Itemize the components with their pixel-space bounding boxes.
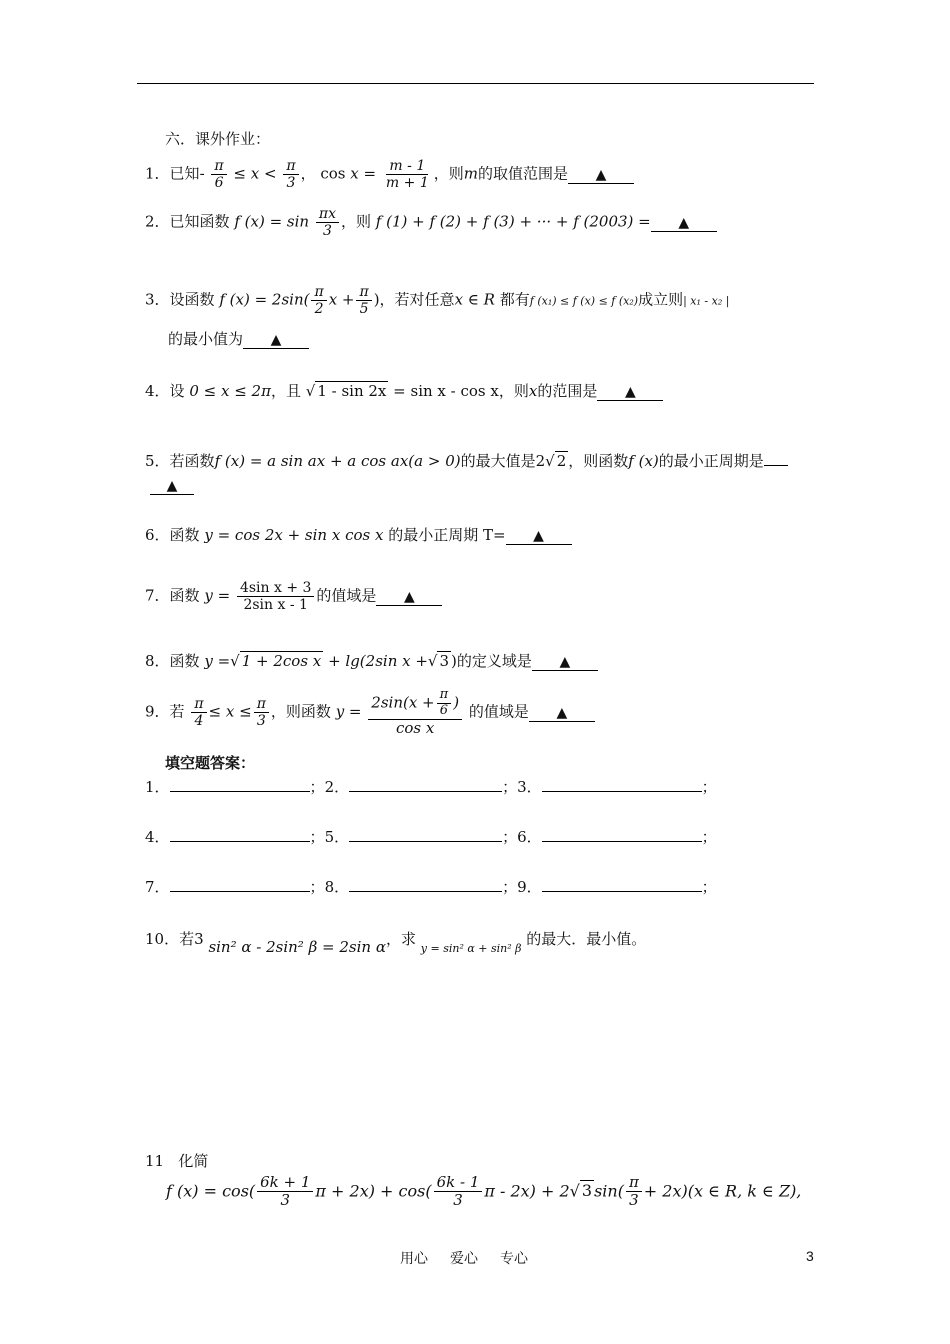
answer-blank[interactable]: ▲ <box>651 215 717 232</box>
fraction: $\frac{\pi}{2}$ <box>311 284 326 317</box>
fraction: $\frac{\pi}{4}$ <box>191 696 206 729</box>
question-5-line2 <box>150 476 194 495</box>
question-7: 7．函数 y = $\frac{\text{4sin x + 3}}{\text{2sin x - 1}}$ 的值域是 ▲ <box>145 580 442 613</box>
answer-blank[interactable]: ▲ <box>506 528 572 545</box>
fraction: $\frac{\pi}{3}$ <box>626 1174 642 1210</box>
answer-line-6[interactable] <box>542 827 702 842</box>
fraction: $\frac{\pi}{3}$ <box>283 158 298 191</box>
question-4: 4．设 0 ≤ x ≤ 2π，且 √ 1 - sin 2x = sin x - cos x，则x的范围是 ▲ <box>145 380 663 401</box>
header-rule <box>137 83 814 84</box>
answer-line-4[interactable] <box>170 827 310 842</box>
answer-blank-start[interactable] <box>764 451 788 466</box>
fraction: $\frac{m - 1}{m + 1}$ <box>385 158 429 192</box>
question-1: 1．已知- $\frac{\pi}{6}$ ≤ x < $\frac{\pi}{3}$ ， cos x = $\frac{m - 1}{m + 1}$ ，则m的取值范围是 ▲ <box>145 158 634 191</box>
question-5: 5．若函数f (x) = a sin ax + a cos ax(a > 0)的最大值是2√ 2 ，则函数f (x)的最小正周期是 <box>145 450 788 471</box>
answer-row-2: 4． ；5． ；6． ； <box>145 828 717 846</box>
answer-line-2[interactable] <box>349 777 502 792</box>
answer-blank[interactable]: ▲ <box>597 384 663 401</box>
fraction: $\frac{\text{4sin x + 3}}{\text{2sin x - 1}}$ <box>237 580 314 613</box>
answer-blank[interactable]: ▲ <box>529 705 595 722</box>
answer-line-3[interactable] <box>542 777 702 792</box>
question-11-formula: f (x) = cos( $\frac{6k + 1}{3}$ π + 2x) + cos( $\frac{6k - 1}{3}$ π - 2x) + 2√ 3 sin( $\frac{\pi}{3}$ + 2x)(x ∈ R, k ∈ Z), <box>166 1173 802 1210</box>
answer-blank[interactable]: ▲ <box>243 332 309 349</box>
answer-blank[interactable]: ▲ <box>150 478 194 495</box>
question-2: 2．已知函数 f (x) = sin $\frac{\pi x}{3}$ ，则 f (1) + f (2) + f (3) + ··· + f (2003) = ▲ <box>145 206 717 239</box>
question-3: 3．设函数 f (x) = 2sin( $\frac{\pi}{2}$ x + $\frac{\pi}{5}$ )，若对任意x ∈ R 都有f (x₁) ≤ f (x) ≤ f (x₂)成立则| x₁ - x₂ | <box>145 284 730 318</box>
page-number: 3 <box>806 1248 814 1264</box>
question-3-line2: 的最小值为 ▲ <box>168 328 309 349</box>
answer-blank[interactable]: ▲ <box>568 167 634 184</box>
section-title: 六．课外作业： <box>165 130 271 148</box>
question-9: 9．若 $\frac{\pi}{4}$ ≤ x ≤ $\frac{\pi}{3}$ ，则函数 y = 2sin(x + $\frac{\pi}{6}$ ) cos x 的值域是 ▲ <box>145 688 595 737</box>
fraction: $\frac{6k + 1}{3}$ <box>257 1174 313 1210</box>
footer: 用心 爱心 专心 <box>400 1251 528 1267</box>
answer-line-1[interactable] <box>170 777 310 792</box>
question-10: 10．若3 sin² α - 2sin² β = 2sin α，求 $_{y = sin^2 \alpha + sin^2 \beta}$ 的最大．最小值。 <box>145 930 647 956</box>
question-11-title: 11 化简 <box>145 1152 209 1170</box>
fraction: 2sin(x + $\frac{\pi}{6}$ ) cos x <box>368 688 462 737</box>
fraction: $\frac{6k - 1}{3}$ <box>434 1174 483 1210</box>
answer-line-7[interactable] <box>170 877 310 892</box>
question-6: 6．函数 y = cos 2x + sin x cos x 的最小正周期 T= ▲ <box>145 524 572 545</box>
answers-heading: 填空题答案： <box>165 754 256 772</box>
sqrt-expr: 1 - sin 2x <box>317 382 387 400</box>
answer-row-3: 7． ；8． ；9． ； <box>145 878 717 896</box>
answer-line-9[interactable] <box>542 877 702 892</box>
answer-row-1: 1． ；2． ；3． ； <box>145 778 717 796</box>
fraction: $\frac{\pi x}{3}$ <box>316 206 339 239</box>
answer-blank[interactable]: ▲ <box>532 654 598 671</box>
fraction: $\frac{\pi}{5}$ <box>356 284 371 317</box>
fraction: $\frac{\pi}{6}$ <box>211 158 226 191</box>
question-8: 8．函数 y =√ 1 + 2cos x + lg(2sin x +√ 3 )的定义域是 ▲ <box>145 650 598 671</box>
answer-blank[interactable]: ▲ <box>376 589 442 606</box>
fraction: $\frac{\pi}{3}$ <box>254 696 269 729</box>
answer-line-8[interactable] <box>349 877 502 892</box>
answer-line-5[interactable] <box>349 827 502 842</box>
